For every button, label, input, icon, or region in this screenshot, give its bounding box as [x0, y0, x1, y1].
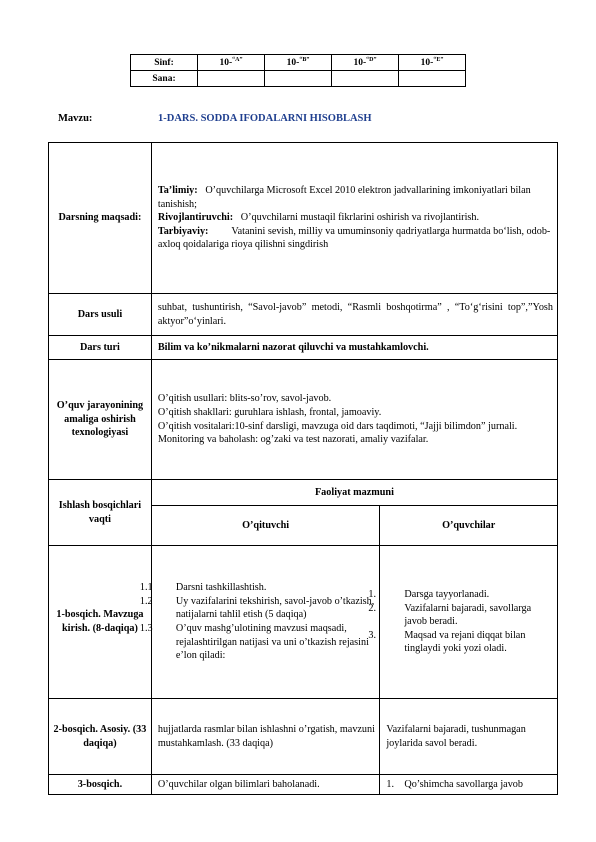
faoliyat-header: Faoliyat mazmuni [151, 480, 557, 506]
date-cell [265, 71, 332, 87]
row-bosqich-header [49, 480, 558, 506]
row-turi [49, 336, 558, 360]
date-cell [198, 71, 265, 87]
stage1-label: 1-bosqich. Mavzuga kirish. (8-daqiqa) [49, 546, 152, 699]
class-10a: 10-$^{“A”}$ [198, 55, 265, 71]
date-row [131, 71, 466, 87]
rivoj-text: O’quvchilarni mustaqil fikrlarini oshirish va rivojlantirish. [240, 212, 480, 224]
row-usul [49, 294, 558, 336]
turi-label: Dars turi [49, 336, 152, 360]
texnologiya-line: O’qitish shakllari: guruhlara ishlash, frontal, jamoaviy. [157, 406, 382, 418]
stage3-label: 3-bosqich. [49, 775, 152, 795]
tarbiy-label: Tarbiyaviy: [157, 225, 209, 237]
date-cell [399, 71, 466, 87]
topic-title: 1-DARS. SODDA IFODALARNI HISOBLASH [158, 113, 372, 124]
usul-label: Dars usuli [49, 294, 152, 336]
class-10b: 10-$^{“B”}$ [265, 55, 332, 71]
usul-text: suhbat, tushuntirish, “Savol-javob” metodi, “Rasmli boshqotirma” , “To‘g‘risini top”,”Yosh aktyor”o‘yinlari. [151, 294, 557, 336]
sinf-label: Sinf: [131, 55, 198, 71]
class-row [131, 55, 466, 71]
row-texnologiya [49, 360, 558, 480]
sana-label: Sana: [131, 71, 198, 87]
maqsad-label: Darsning maqsadi: [49, 143, 152, 294]
list-item: 2. Vazifalarni bajaradi, savollarga javob beradi. [368, 602, 532, 628]
bosqich-label: Ishlash bosqichlari vaqti [49, 480, 152, 546]
stage1-students [368, 546, 558, 699]
list-item: 1. Darsga tayyorlanadi. [368, 589, 490, 601]
stage2-teacher: hujjatlarda rasmlar bilan ishlashni o’rgatish, mavzuni mustahkamlash. (33 daqiqa) [151, 699, 379, 775]
stage2-students: Vazifalarni bajaradi, tushunmagan joylarida savol beradi. [380, 699, 558, 775]
texnologiya-line: O’qitish usullari: blits-so’rov, savol-javob. [157, 393, 332, 405]
list-item: 3. Maqsad va rejani diqqat bilan tinglaydi yoki yozi oladi. [368, 629, 526, 655]
date-cell [332, 71, 399, 87]
class-10e: 10-$^{“E”}$ [399, 55, 466, 71]
stage3-teacher: O’quvchilar olgan bilimlari baholanadi. [151, 775, 379, 795]
topic-label: Mavzu: [58, 113, 93, 124]
rivoj-label: Rivojlantiruvchi: [157, 212, 234, 224]
row-stage3 [49, 775, 558, 795]
lesson-plan-table [48, 142, 558, 795]
talimiy-label: Ta’limiy: [157, 185, 198, 197]
texnologiya-content [151, 360, 557, 480]
students-header: O’quvchilar [380, 506, 558, 546]
turi-text: Bilim va ko’nikmalarni nazorat qiluvchi va mustahkamlovchi. [151, 336, 557, 360]
list-item: 1.1 Darsni tashkillashtish. [139, 582, 267, 594]
stage3-students: 1. Qo’shimcha savollarga javob [380, 775, 558, 795]
row-stage1 [49, 546, 558, 699]
class-date-table [130, 54, 466, 87]
texnologiya-line: Monitoring va baholash: og’zaki va test nazorati, amaliy vazifalar. [157, 434, 429, 446]
texnologiya-label: O’quv jarayonining amaliga oshirish texnologiyasi [49, 360, 152, 480]
tarbiy-text: Vatanini sevish, milliy va umuminsoniy qadriyatlarga hurmatda bo‘lish, odob-axloq qoidalariga rioya qilishni singdirish [157, 225, 551, 251]
class-10d: 10-$^{“D”}$ [332, 55, 399, 71]
talimiy-text: O’quvchilarga Microsoft Excel 2010 elektron jadvallarining imkoniyatlari bilan tanishish; [157, 185, 531, 210]
teacher-header: O’qituvchi [151, 506, 379, 546]
texnologiya-line: O’qitish vositalari:10-sinf darsligi, mavzuga oid dars taqdimoti, “Jajji bilimdon” jurnali. [157, 420, 518, 432]
list-item: 1.2 Uy vazifalarini tekshirish, savol-javob o’tkazish, natijalarni tahlil etish (5 daqiqa) [139, 595, 375, 621]
list-item: 1.3 O’quv mashg’ulotining mavzusi maqsadi, rejalashtirilgan natijasi va uni o’tkazish rejasini e’lon qiladi: [139, 623, 369, 662]
maqsad-content [151, 143, 557, 294]
stage1-teacher [139, 546, 379, 699]
row-maqsad [49, 143, 558, 294]
row-stage2 [49, 699, 558, 775]
topic-line [58, 113, 558, 124]
stage2-label: 2-bosqich. Asosiy. (33 daqiqa) [49, 699, 152, 775]
